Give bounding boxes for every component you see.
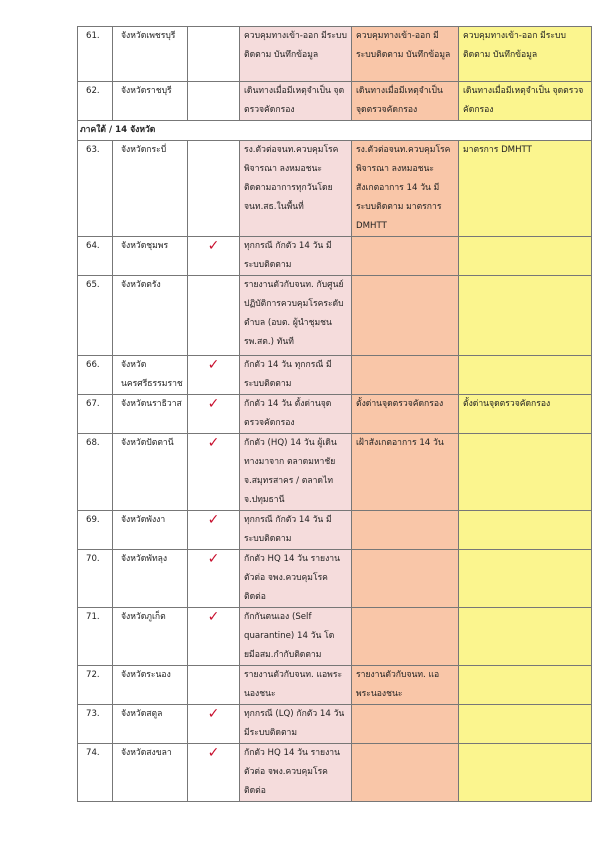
province-name: จังหวัดตรัง: [113, 276, 188, 356]
province-name: จังหวัดราชบุรี: [113, 82, 188, 121]
province-name: จังหวัดชุมพร: [113, 237, 188, 276]
measure-cell-c: [459, 550, 592, 608]
province-number: 65.: [78, 276, 113, 356]
measure-cell-a: รายงานตัวกับจนท. แอพระนองชนะ: [240, 666, 352, 705]
checkmark-icon: [188, 82, 240, 121]
measure-cell-a: ทุกกรณี กักตัว 14 วัน มีระบบติดตาม: [240, 237, 352, 276]
measure-cell-c: [459, 744, 592, 802]
table-row: [78, 276, 592, 356]
table-row: [78, 434, 592, 511]
province-number: 70.: [78, 550, 113, 608]
measure-cell-c: มาตรการ DMHTT: [459, 141, 592, 237]
province-number: 66.: [78, 356, 113, 395]
province-number: 68.: [78, 434, 113, 511]
table-row: [78, 237, 592, 276]
province-name: จังหวัดเพชรบุรี: [113, 27, 188, 82]
province-number: 62.: [78, 82, 113, 121]
measure-cell-c: [459, 356, 592, 395]
measure-cell-a: กักตัว 14 วัน ทุกกรณี มีระบบติดตาม: [240, 356, 352, 395]
measure-cell-b: รง.ตัวต่อจนท.ควบคุมโรคพิจารณา ลงหมอชนะ สังเกตอาการ 14 วัน มีระบบติดตาม มาตรการ DMHTT: [352, 141, 459, 237]
measure-cell-c: ควบคุมทางเข้า-ออก มีระบบติดตาม บันทึกข้อมูล: [459, 27, 592, 82]
measure-cell-b: [352, 356, 459, 395]
province-name: จังหวัด นครศรีธรรมราช: [113, 356, 188, 395]
measure-cell-a: กักกันตนเอง (Self quarantine) 14 วัน โดยมีอสม.กำกับติดตาม: [240, 608, 352, 666]
measure-cell-c: [459, 666, 592, 705]
measure-cell-c: [459, 705, 592, 744]
province-name: จังหวัดพัทลุง: [113, 550, 188, 608]
table-row: [78, 82, 592, 121]
table-row: [78, 395, 592, 434]
measure-cell-a: กักตัว HQ 14 วัน รายงานตัวต่อ จพง.ควบคุมโรคติดต่อ: [240, 550, 352, 608]
section-header-south: ภาคใต้ / 14 จังหวัด: [78, 121, 592, 141]
province-measures-table: [77, 26, 592, 802]
measure-cell-a: รง.ตัวต่อจนท.ควบคุมโรคพิจารณา ลงหมอชนะ ติดตามอาการทุกวันโดย จนท.สธ.ในพื้นที่: [240, 141, 352, 237]
measure-cell-b: [352, 237, 459, 276]
province-name: จังหวัดสงขลา: [113, 744, 188, 802]
measure-cell-c: [459, 237, 592, 276]
measure-cell-b: เดินทางเมื่อมีเหตุจำเป็น จุดตรวจคัดกรอง: [352, 82, 459, 121]
table-row: [78, 705, 592, 744]
measure-cell-b: [352, 511, 459, 550]
checkmark-icon: ✓: [188, 608, 240, 666]
measure-cell-a: ควบคุมทางเข้า-ออก มีระบบติดตาม บันทึกข้อมูล: [240, 27, 352, 82]
province-number: 64.: [78, 237, 113, 276]
table-row: [78, 141, 592, 237]
measure-cell-a: กักตัว 14 วัน ตั้งด่านจุดตรวจคัดกรอง: [240, 395, 352, 434]
measure-cell-a: กักตัว (HQ) 14 วัน ผู้เดินทางมาจาก ตลาดมหาชัย จ.สมุทรสาคร / ตลาดไท จ.ปทุมธานี: [240, 434, 352, 511]
table-row: [78, 356, 592, 395]
measure-cell-a: เดินทางเมื่อมีเหตุจำเป็น จุดตรวจคัดกรอง: [240, 82, 352, 121]
province-number: 69.: [78, 511, 113, 550]
measure-cell-a: ทุกกรณี (LQ) กักตัว 14 วัน มีระบบติดตาม: [240, 705, 352, 744]
checkmark-icon: ✓: [188, 550, 240, 608]
checkmark-icon: ✓: [188, 744, 240, 802]
checkmark-icon: ✓: [188, 395, 240, 434]
measure-cell-b: [352, 744, 459, 802]
measure-cell-b: [352, 705, 459, 744]
checkmark-icon: [188, 141, 240, 237]
province-name: จังหวัดกระบี่: [113, 141, 188, 237]
province-name: จังหวัดปัตตานี: [113, 434, 188, 511]
measure-cell-a: ทุกกรณี กักตัว 14 วัน มีระบบติดตาม: [240, 511, 352, 550]
checkmark-icon: [188, 666, 240, 705]
measure-cell-c: [459, 608, 592, 666]
province-number: 71.: [78, 608, 113, 666]
checkmark-icon: [188, 27, 240, 82]
measure-cell-b: ควบคุมทางเข้า-ออก มีระบบติดตาม บันทึกข้อมูล: [352, 27, 459, 82]
measure-cell-b: ตั้งด่านจุดตรวจคัดกรอง: [352, 395, 459, 434]
province-name: จังหวัดระนอง: [113, 666, 188, 705]
measure-cell-b: [352, 276, 459, 356]
measure-cell-c: เดินทางเมื่อมีเหตุจำเป็น จุดตรวจคัดกรอง: [459, 82, 592, 121]
province-number: 63.: [78, 141, 113, 237]
province-name: จังหวัดภูเก็ต: [113, 608, 188, 666]
province-number: 74.: [78, 744, 113, 802]
province-number: 73.: [78, 705, 113, 744]
table-row: [78, 666, 592, 705]
measure-cell-b: [352, 550, 459, 608]
checkmark-icon: ✓: [188, 237, 240, 276]
table-row: [78, 744, 592, 802]
measure-cell-b: รายงานตัวกับจนท. แอพระนองชนะ: [352, 666, 459, 705]
checkmark-icon: ✓: [188, 356, 240, 395]
table-row: [78, 511, 592, 550]
province-name: จังหวัดพังงา: [113, 511, 188, 550]
measure-cell-b: เฝ้าสังเกตอาการ 14 วัน: [352, 434, 459, 511]
checkmark-icon: [188, 276, 240, 356]
measure-cell-c: [459, 276, 592, 356]
checkmark-icon: ✓: [188, 434, 240, 511]
province-number: 67.: [78, 395, 113, 434]
province-name: จังหวัดสตูล: [113, 705, 188, 744]
measure-cell-a: รายงานตัวกับจนท. กับศูนย์ปฏิบัติการควบคุมโรคระดับตำบล (อบต. ผู้นำชุมชน รพ.สต.) ทันที: [240, 276, 352, 356]
checkmark-icon: ✓: [188, 511, 240, 550]
table-row: [78, 27, 592, 82]
table-row: [78, 550, 592, 608]
measure-cell-b: [352, 608, 459, 666]
measure-cell-c: [459, 511, 592, 550]
measure-cell-c: ตั้งด่านจุดตรวจคัดกรอง: [459, 395, 592, 434]
province-name: จังหวัดนราธิวาส: [113, 395, 188, 434]
province-number: 72.: [78, 666, 113, 705]
measure-cell-c: [459, 434, 592, 511]
province-number: 61.: [78, 27, 113, 82]
checkmark-icon: ✓: [188, 705, 240, 744]
measure-cell-a: กักตัว HQ 14 วัน รายงานตัวต่อ จพง.ควบคุมโรคติดต่อ: [240, 744, 352, 802]
table-row: [78, 608, 592, 666]
